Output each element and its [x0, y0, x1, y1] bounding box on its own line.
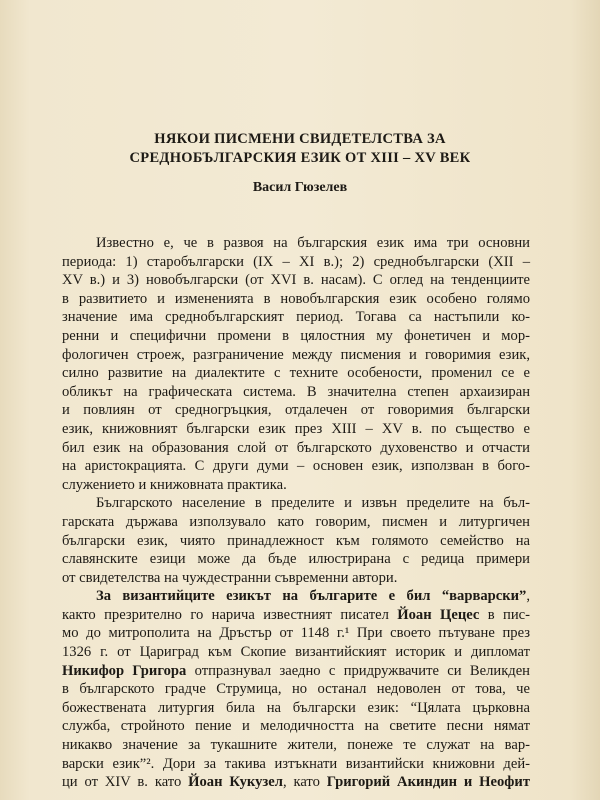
text-line: обликът на графическата система. В значителна степен архаизиран — [62, 383, 530, 400]
text-line: гарската държава използувало като говорим, писмен и литургичен — [62, 513, 530, 530]
text-line: никакво значение за тукашните жители, понеже те служат на вар- — [62, 737, 530, 754]
text-line — [62, 606, 530, 625]
text-line: Известно е, че в развоя на българския език има три основни — [96, 235, 530, 251]
text-line: в българското градче Струмица, но останал недоволен от това, че — [62, 681, 530, 698]
text-fragment: , — [526, 588, 530, 605]
text-line: от свидетелства на чуждестранни съвременни автори. — [62, 569, 398, 586]
bold-name: Никифор Григора — [62, 662, 187, 679]
text-line: варски език”². Дори за такива изтъкнати византийски книжовни дей- — [62, 755, 530, 772]
text-line — [62, 662, 530, 681]
text-line: служението и книжовната практика. — [62, 476, 287, 493]
text-line: фологичен строеж, разграничение между писмения и говоримия език, — [62, 346, 530, 363]
text-line: в развитието и измененията в новобългарския език особено голямо — [62, 290, 530, 307]
text-line: език, книжовният български език през XIII – XV в. по същество е — [62, 420, 530, 437]
text-line: 1326 г. от Цариград към Скопие византийският историк и дипломат — [62, 644, 530, 661]
text-line: Българското население в пределите и извън пределите на бъл- — [96, 495, 530, 512]
bold-phrase: За византийците езикът на българите е бил “варварски” — [96, 588, 527, 605]
text-fragment: отпразнувал заедно с придружвачите си Великден — [186, 662, 530, 679]
text-line — [62, 587, 530, 606]
title-line-1: НЯКОИ ПИСМЕНИ СВИДЕТЕЛСТВА ЗА — [154, 131, 446, 147]
bold-name: Йоан Кукузел — [188, 774, 283, 791]
article-author: Васил Гюзелев — [252, 180, 348, 195]
text-line: на аристокрацията. С други думи – основен език, използван в бого- — [62, 458, 530, 475]
text-line: ренни и специфични промени в цялостния му фонетичен и мор- — [62, 327, 530, 344]
text-line: XV в.) и 3) новобългарски (от XVI в. насам). С оглед на тенденциите — [62, 272, 530, 289]
text-line: периода: 1) старобългарски (IX – XI в.); 2) среднобългарски (XII – — [62, 253, 530, 270]
article-title — [60, 130, 540, 168]
text-line: славянските езици може да бъде илюстрирана с редица примери — [62, 551, 530, 568]
text-line: български език, чиято принадлежност към голямото семейство на — [62, 532, 530, 549]
text-line: силно развитие на диалектите с техните особености, променил се е — [62, 365, 530, 382]
bold-name: Григорий Акиндин и Неофит — [326, 774, 530, 791]
text-line: и повлиян от средногръцкия, отдалечен от говоримия български — [62, 402, 530, 419]
bold-name: Йоан Цецес — [397, 606, 480, 623]
title-line-2: СРЕДНОБЪЛГАРСКИЯ ЕЗИК ОТ XIII – XV ВЕК — [129, 150, 471, 166]
text-line: служба, стройното пение и мелодичността на светите песни нямат — [62, 718, 530, 735]
text-fragment: както презрително го нарича известният писател — [62, 606, 398, 623]
article-body — [62, 234, 530, 792]
text-line: божествената литургия била на български език: “Цялата църковна — [62, 699, 530, 716]
text-line — [62, 773, 530, 792]
text-fragment: ци от XIV в. като — [62, 774, 189, 791]
text-line: бил език на образования слой от българското духовенство и отчасти — [62, 439, 530, 456]
text-line: мо до митрополита на Дръстър от 1148 г.¹ При своето пътуване през — [62, 625, 530, 642]
text-fragment: , като — [282, 774, 327, 791]
text-fragment: в пис- — [479, 606, 530, 623]
text-line: значение има среднобългарският период. Тогава са настъпили ко- — [62, 309, 530, 326]
